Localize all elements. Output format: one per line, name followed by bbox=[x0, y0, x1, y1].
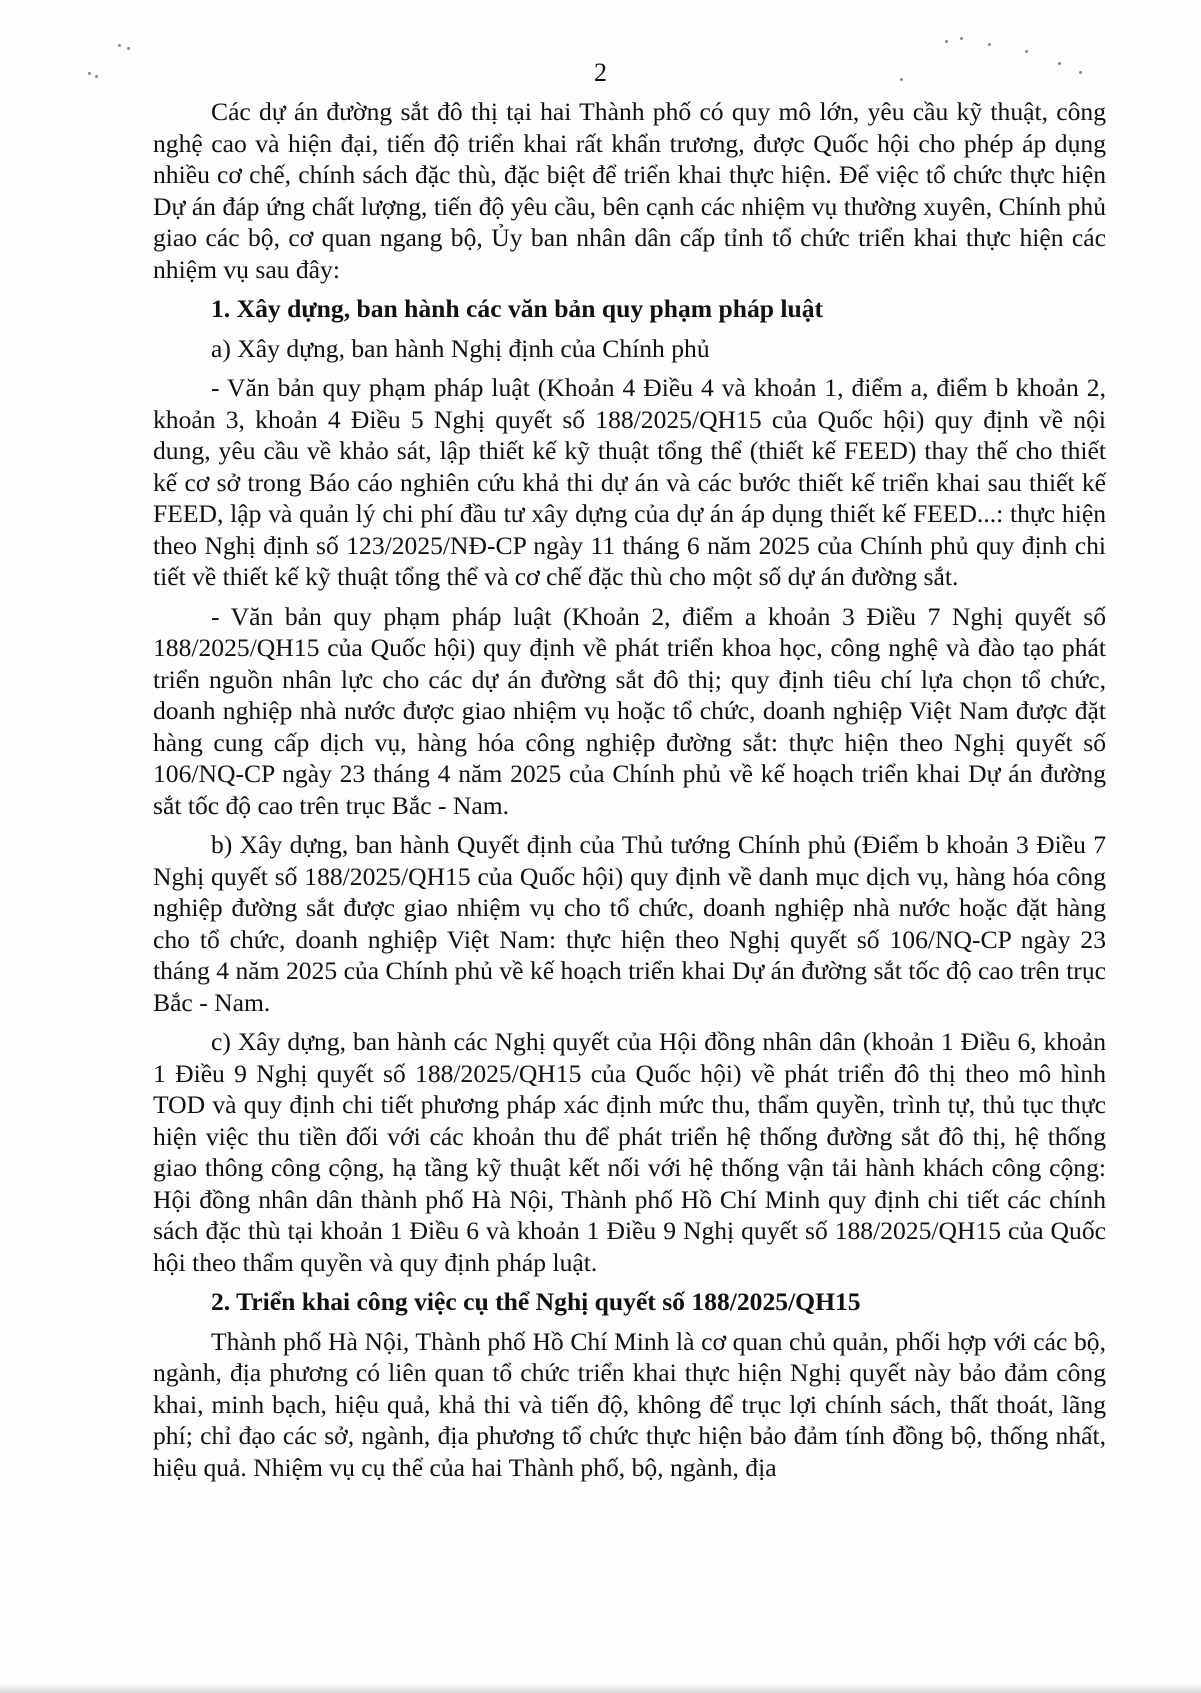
section-1c-paragraph: c) Xây dựng, ban hành các Nghị quyết của Hội đồng nhân dân (khoản 1 Điều 6, khoản 1 Điều 9 Nghị quyết số 188/2025/QH15 của Quốc hội) về phát triển đô thị theo mô hình TOD và quy định chi tiết phương pháp xác định mức thu, thẩm quyền, trình tự, thủ tục thực hiện việc thu tiền đối với các khoản thu để phát triển hệ thống đường sắt đô thị, hệ thống giao thông công cộng, hạ tầng kỹ thuật kết nối với hệ thống vận tải hành khách công cộng: Hội đồng nhân dân thành phố Hà Nội, Thành phố Hồ Chí Minh quy định chi tiết các chính sách đặc thù tại khoản 1 Điều 6 và khoản 1 Điều 9 Nghị quyết số 188/2025/QH15 của Quốc hội theo thẩm quyền và quy định pháp luật. bbox=[153, 1027, 1106, 1277]
section-1b-paragraph: b) Xây dựng, ban hành Quyết định của Thủ tướng Chính phủ (Điểm b khoản 3 Điều 7 Nghị quyết số 188/2025/QH15 của Quốc hội) quy định về danh mục dịch vụ, hàng hóa công nghiệp đường sắt được giao nhiệm vụ cho tổ chức, doanh nghiệp nhà nước hoặc đặt hàng cho tổ chức, doanh nghiệp Việt Nam: thực hiện theo Nghị quyết số 106/NQ-CP ngày 23 tháng 4 năm 2025 của Chính phủ về kế hoạch triển khai Dự án đường sắt tốc độ cao trên trục Bắc - Nam. bbox=[153, 830, 1106, 1017]
scan-speck bbox=[960, 37, 963, 40]
intro-paragraph: Các dự án đường sắt đô thị tại hai Thành phố có quy mô lớn, yêu cầu kỹ thuật, công nghệ cao và hiện đại, tiến độ triển khai rất khẩn trương, được Quốc hội cho phép áp dụng nhiều cơ chế, chính sách đặc thù, đặc biệt để triển khai thực hiện. Để việc tổ chức thực hiện Dự án đáp ứng chất lượng, tiến độ yêu cầu, bên cạnh các nhiệm vụ thường xuyên, Chính phủ giao các bộ, cơ quan ngang bộ, Ủy ban nhân dân cấp tỉnh tổ chức triển khai thực hiện các nhiệm vụ sau đây: bbox=[153, 97, 1106, 284]
section-2-heading: 2. Triển khai công việc cụ thể Nghị quyết số 188/2025/QH15 bbox=[211, 1287, 861, 1316]
page-number: 2 bbox=[594, 58, 607, 87]
section-1a-bullet-2: - Văn bản quy phạm pháp luật (Khoản 2, điểm a khoản 3 Điều 7 Nghị quyết số 188/2025/QH15 của Quốc hội) quy định về phát triển khoa học, công nghệ và đào tạo phát triển nguồn nhân lực cho các dự án đường sắt đô thị; quy định tiêu chí lựa chọn tổ chức, doanh nghiệp nhà nước được giao nhiệm vụ hoặc tổ chức, doanh nghiệp Việt Nam được đặt hàng cung cấp dịch vụ, hàng hóa công nghiệp đường sắt: thực hiện theo Nghị quyết số 106/NQ-CP ngày 23 tháng 4 năm 2025 của Chính phủ về kế hoạch triển khai Dự án đường sắt tốc độ cao trên trục Bắc - Nam. bbox=[153, 601, 1106, 820]
section-2-paragraph: Thành phố Hà Nội, Thành phố Hồ Chí Minh là cơ quan chủ quản, phối hợp với các bộ, ngành, địa phương có liên quan tổ chức triển khai thực hiện Nghị quyết này bảo đảm công khai, minh bạch, hiệu quả, khả thi và tiến độ, không để trục lợi chính sách, thất thoát, lãng phí; chỉ đạo các sở, ngành, địa phương tổ chức thực hiện bảo đảm tính đồng bộ, thống nhất, hiệu quả. Nhiệm vụ cụ thể của hai Thành phố, bộ, ngành, địa bbox=[153, 1326, 1106, 1482]
scan-speck bbox=[127, 47, 130, 50]
scan-speck bbox=[1025, 50, 1028, 53]
scan-bottom-edge bbox=[0, 1683, 1201, 1693]
section-1a-bullet-1: - Văn bản quy phạm pháp luật (Khoản 4 Điều 4 và khoản 1, điểm a, điểm b khoản 2, khoản 3, khoản 4 Điều 5 Nghị quyết số 188/2025/QH15 của Quốc hội) quy định về nội dung, yêu cầu về khảo sát, lập thiết kế kỹ thuật tổng thể (thiết kế FEED) thay thế cho thiết kế cơ sở trong Báo cáo nghiên cứu khả thi dự án và các bước thiết kế triển khai sau thiết kế FEED, lập và quản lý chi phí đầu tư xây dựng của dự án áp dụng thiết kế FEED...: thực hiện theo Nghị định số 123/2025/NĐ-CP ngày 11 tháng 6 năm 2025 của Chính phủ quy định chi tiết về thiết kế kỹ thuật tổng thể và cơ chế đặc thù cho một số dự án đường sắt. bbox=[153, 373, 1106, 591]
scan-speck bbox=[945, 40, 948, 43]
scan-speck bbox=[988, 43, 991, 46]
section-1-heading: 1. Xây dựng, ban hành các văn bản quy phạm pháp luật bbox=[211, 294, 824, 323]
scan-speck bbox=[118, 44, 121, 47]
section-1a-title: a) Xây dựng, ban hành Nghị định của Chính phủ bbox=[211, 333, 710, 363]
document-body bbox=[153, 96, 1106, 1491]
